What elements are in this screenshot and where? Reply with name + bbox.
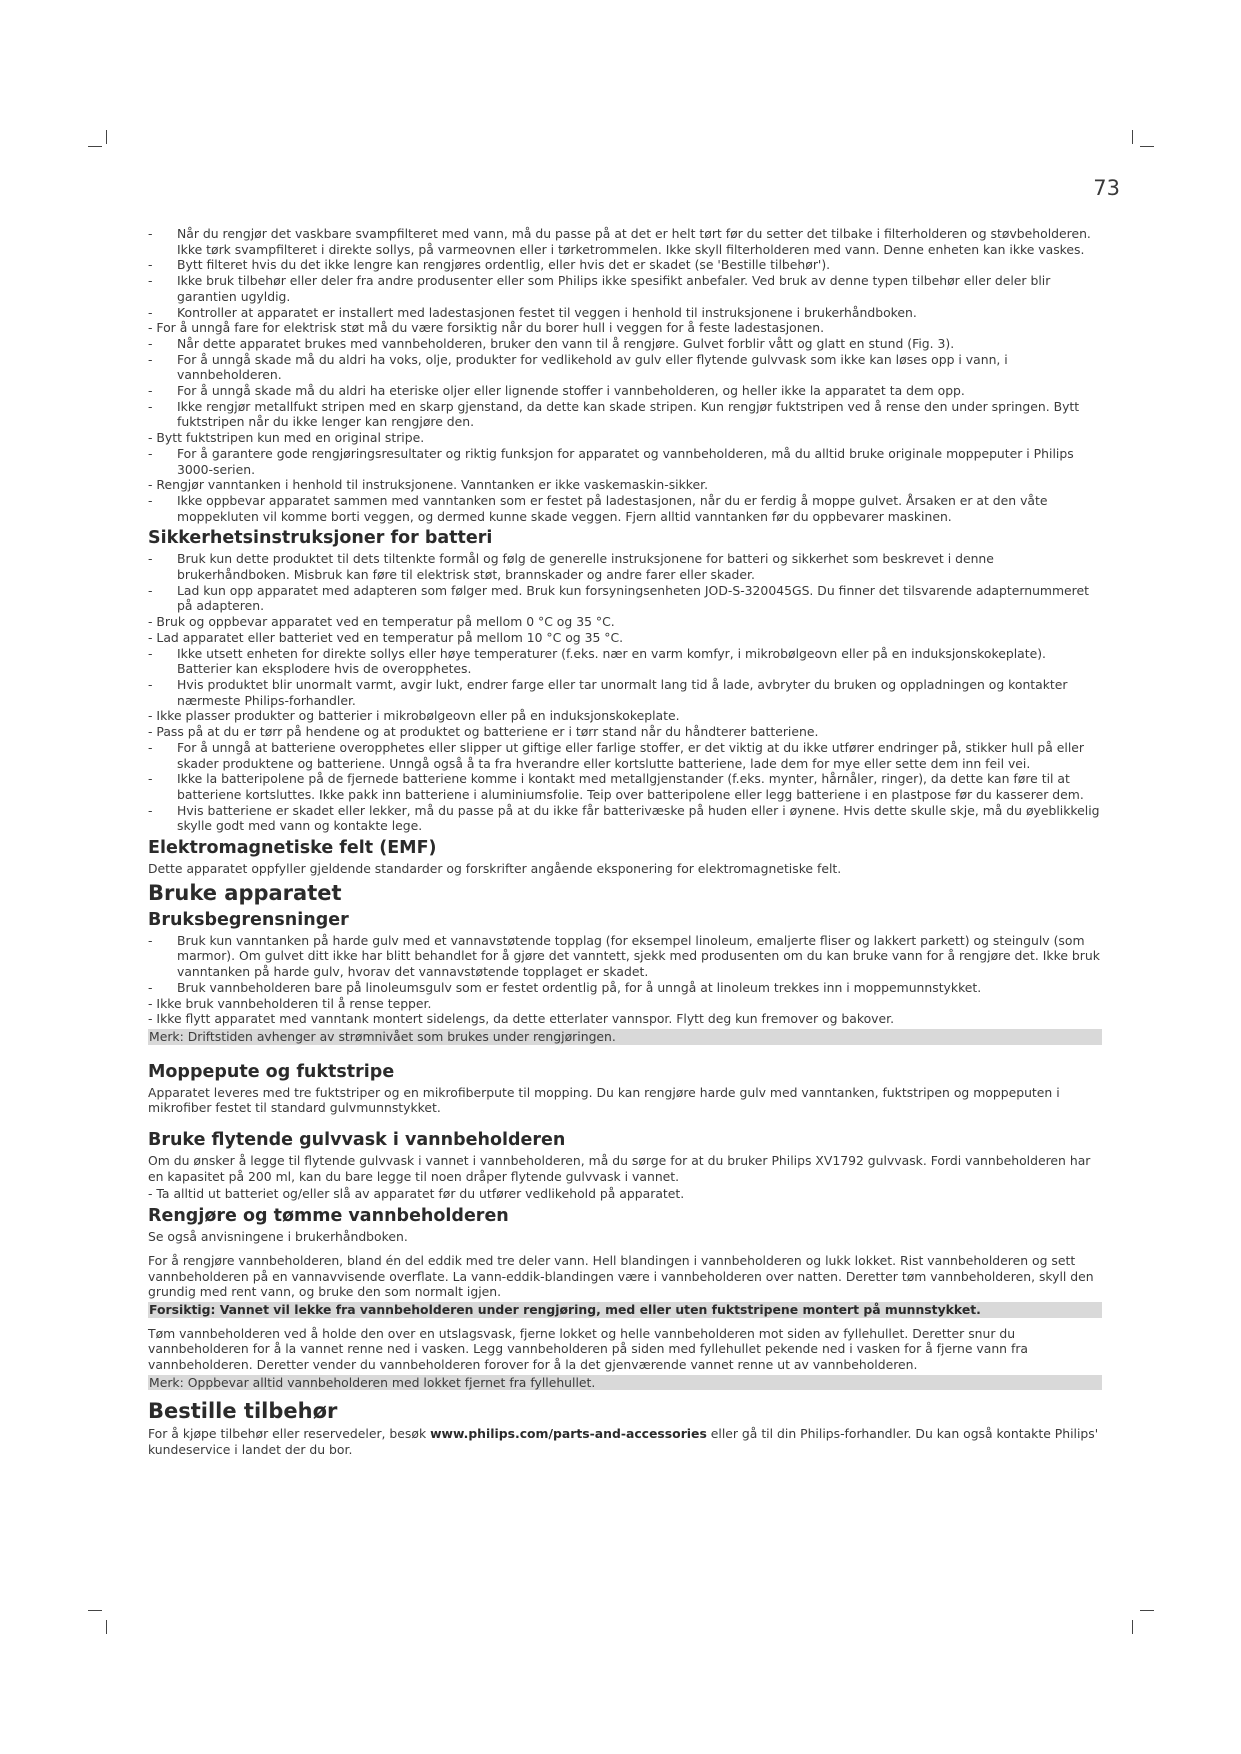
battery-heading: Sikkerhetsinstruksjoner for batteri (148, 528, 493, 549)
list-item-text: Ikke la batteripolene på de fjernede batteriene komme i kontakt med metallgjenstander (f.eks. mynter, hårnåler, ringer), da dette kan føre til at batteriene kortsluttes. Ikke pakk inn batteriene i aluminiumsfolie. Teip over batteripolene eller legg batteriene i en plastpose før du kasserer dem. (177, 771, 1084, 802)
detergent-text-2: - Ta alltid ut batteriet og/eller slå av apparatet før du utfører vedlikehold på apparatet. (148, 1186, 685, 1202)
list-item (148, 551, 1102, 582)
list-item (148, 352, 1102, 383)
bullet-dash: - (148, 398, 153, 414)
list-item-text: Bruk kun vanntanken på harde gulv med et vannavstøtende topplag (for eksempel linoleum, emaljerte fliser og lakkert parkett) og steingulv (som marmor). Om gulvet ditt ikke har blitt behandlet for å gjøre det vanntett, sjekk med produsenten om du kan bruke vann for å rengjøre det. Ikke bruk vanntanken på harde gulv, hvorav det vannavstøtende topplaget er skadet. (177, 932, 1100, 980)
list-item-text: Kontroller at apparatet er installert med ladestasjonen festet til veggen i henhold til instruksjonene i brukerhåndboken. (177, 304, 917, 320)
clean-heading: Rengjøre og tømme vannbeholderen (148, 1206, 509, 1227)
detergent-text: Om du ønsker å legge til flytende gulvvask i vannet i vannbeholderen, må du sørge for at du bruker Philips XV1792 gulvvask. Fordi vannbeholderen har en kapasitet på 200 ml, kan du bare legge til noen dråper flytende gulvvask i vannet. (148, 1153, 1091, 1184)
list-item (148, 273, 1102, 304)
list-item-text: Bytt filteret hvis du det ikke lengre kan rengjøres ordentlig, eller hvis det er skadet (se 'Bestille tilbehør'). (177, 257, 831, 273)
use-heading: Bruke apparatet (148, 880, 342, 905)
crop-mark (106, 1620, 107, 1634)
list-item-text: - Lad apparatet eller batteriet ved en temperatur på mellom 10 °C og 35 °C. (148, 629, 624, 645)
battery-list (148, 551, 1102, 834)
list-item (148, 399, 1102, 430)
list-item (148, 493, 1102, 524)
clean-see-also: Se også anvisningene i brukerhåndboken. (148, 1229, 408, 1245)
list-item (148, 614, 1102, 630)
clean-note: Merk: Oppbevar alltid vannbeholderen med lokket fjernet fra fyllehullet. (148, 1375, 1102, 1391)
crop-mark (88, 146, 102, 147)
bullet-dash: - (148, 676, 153, 692)
list-item (148, 446, 1102, 477)
list-item-text: Hvis produktet blir unormalt varmt, avgir lukt, endrer farge eller tar unormalt lang tid å lade, avbryter du bruken og oppladningen og kontakter nærmeste Philips-forhandler. (177, 676, 1068, 708)
limits-note: Merk: Driftstiden avhenger av strømnivået som brukes under rengjøringen. (148, 1029, 1102, 1045)
list-item-text: - Ikke bruk vannbeholderen til å rense tepper. (148, 995, 432, 1011)
bullet-dash: - (148, 492, 153, 508)
list-item-text: Ikke oppbevar apparatet sammen med vanntanken som er festet på ladestasjonen, når du er ferdig å moppe gulvet. Årsaken er at den våte moppekluten vil komme borti veggen, og dermed kunne skade veggen. Fjern alltid vanntanken før du oppbevarer maskinen. (177, 492, 1048, 524)
list-item (148, 708, 1102, 724)
list-item-text: Lad kun opp apparatet med adapteren som følger med. Bruk kun forsyningsenheten JOD-S-320045GS. Du finner det tilsvarende adapternummeret på adapteren. (177, 582, 1089, 614)
limits-list (148, 933, 1102, 1027)
list-item-text: For å unngå at batteriene overopphetes eller slipper ut giftige eller farlige stoffer, er det viktig at du ikke utfører endringer på, stikker hull på eller skader produktene og batteriene. Unngå også å ta fra hverandre eller kortslutte batteriene, lade dem for mye eller sette dem inn feil vei. (177, 739, 1084, 771)
bullet-dash: - (148, 226, 153, 241)
list-item-text: - Bruk og oppbevar apparatet ved en temperatur på mellom 0 °C og 35 °C. (148, 614, 615, 630)
mop-heading: Moppepute og fuktstripe (148, 1061, 395, 1082)
page-content (148, 226, 1102, 1460)
list-item-text: Ikke bruk tilbehør eller deler fra andre produsenter eller som Philips ikke spesifikt anbefaler. Ved bruk av denne typen tilbehør eller deler blir garantien ugyldig. (177, 273, 1051, 304)
list-item (148, 803, 1102, 834)
list-item (148, 677, 1102, 708)
list-item (148, 257, 1102, 273)
list-item (148, 996, 1102, 1012)
bullet-dash: - (148, 257, 153, 273)
list-item (148, 771, 1102, 802)
list-item (148, 933, 1102, 980)
crop-mark (1140, 1610, 1154, 1611)
detergent-heading: Bruke flytende gulvvask i vannbeholderen (148, 1130, 566, 1151)
emf-text: Dette apparatet oppfyller gjeldende standarder og forskrifter angående eksponering for elektromagnetiske felt. (148, 861, 842, 877)
bullet-dash: - (148, 932, 153, 948)
emf-heading: Elektromagnetiske felt (EMF) (148, 838, 437, 859)
list-item-text: Bruk kun dette produktet til dets tiltenkte formål og følg de generelle instruksjonene for batteri og sikkerhet som beskrevet i denne brukerhåndboken. Misbruk kan føre til elektrisk støt, brannskader og andre farer eller skader. (177, 551, 994, 583)
list-item-text: - For å unngå fare for elektrisk støt må du være forsiktig når du borer hull i veggen for å feste ladestasjonen. (148, 320, 825, 336)
bullet-dash: - (148, 739, 153, 755)
list-item (148, 740, 1102, 771)
list-item-text: - Bytt fuktstripen kun med en original stripe. (148, 430, 425, 446)
bullet-dash: - (148, 802, 153, 818)
order-text-before: For å kjøpe tilbehør eller reservedeler, besøk (148, 1426, 431, 1442)
bullet-dash: - (148, 771, 153, 787)
order-text-after: eller gå til din Philips-forhandler. Du kan også kontakte Philips' kundeservice i landet der du bor. (148, 1426, 1099, 1458)
bullet-dash: - (148, 351, 153, 367)
list-item (148, 477, 1102, 493)
order-heading: Bestille tilbehør (148, 1399, 338, 1424)
list-item (148, 980, 1102, 996)
list-item (148, 583, 1102, 614)
crop-mark (1140, 146, 1154, 147)
list-item (148, 383, 1102, 399)
clean-text: For å rengjøre vannbeholderen, bland én del eddik med tre deler vann. Hell blandingen i vannbeholderen og lukk lokket. Rist vannbeholderen og sett vannbeholderen på en vannavvisende overflate. La vann-eddik-blandingen være i vannbeholderen over natten. Deretter tøm vannbeholderen, skyll den grundig med rent vann, og bruke den som normalt igjen. (148, 1252, 1094, 1300)
page-number: 73 (1093, 176, 1120, 200)
order-text (148, 1426, 1102, 1457)
list-item-text: For å garantere gode rengjøringsresultater og riktig funksjon for apparatet og vannbeholderen, må du alltid bruke originale moppeputer i Philips 3000-serien. (177, 445, 1074, 477)
bullet-dash: - (148, 582, 153, 598)
accessories-link[interactable]: www.philips.com/parts-and-accessories (430, 1426, 707, 1442)
crop-mark (1132, 1620, 1133, 1634)
list-item-text: Når du rengjør det vaskbare svampfilteret med vann, må du passe på at det er helt tørt før du setter det tilbake i filterholderen og støvbeholderen. Ikke tørk svampfilteret i direkte sollys, på varmeovnen eller i tørketrommelen. Ikke skyll filterholderen med vann. Denne enheten kan ikke vaskes. (177, 226, 1091, 257)
list-item-text: For å unngå skade må du aldri ha voks, olje, produkter for vedlikehold av gulv eller flytende gulvvask som ikke kan løses opp i vann, i vannbeholderen. (177, 351, 1008, 383)
bullet-dash: - (148, 445, 153, 461)
list-item-text: Bruk vannbeholderen bare på linoleumsgulv som er festet ordentlig på, for å unngå at linoleum trekkes inn i moppemunnstykket. (177, 979, 982, 995)
list-item-text: - Pass på at du er tørr på hendene og at produktet og batteriene er i tørr stand når du håndterer batteriene. (148, 724, 819, 740)
bullet-dash: - (148, 383, 153, 399)
list-item (148, 320, 1102, 336)
bullet-dash: - (148, 551, 153, 567)
mop-text: Apparatet leveres med tre fuktstriper og en mikrofiberpute til mopping. Du kan rengjøre harde gulv med vanntanken, fuktstripen og moppeputen i mikrofiber festet til standard gulvmunnstykket. (148, 1084, 1060, 1116)
list-item-text: Ikke utsett enheten for direkte sollys eller høye temperaturer (f.eks. nær en varm komfyr, i mikrobølgeovn eller på en induksjonskokeplate). Batterier kan eksplodere hvis de overopphetes. (177, 645, 1046, 677)
list-item-text: - Rengjør vanntanken i henhold til instruksjonene. Vanntanken er ikke vaskemaskin-sikker. (148, 477, 709, 493)
list-item-text: Når dette apparatet brukes med vannbeholderen, bruker den vann til å rengjøre. Gulvet forblir vått og glatt en stund (Fig. 3). (177, 335, 955, 351)
list-item (148, 646, 1102, 677)
list-item (148, 430, 1102, 446)
list-item-text: Hvis batteriene er skadet eller lekker, må du passe på at du ikke får batterivæske på huden eller i øynene. Hvis dette skulle skje, må du øyeblikkelig skylle godt med vann og kontakte lege. (177, 802, 1100, 834)
list-item (148, 1011, 1102, 1027)
list-item-text: - Ikke flytt apparatet med vanntank montert sidelengs, da dette etterlater vannspor. Flytt deg kun fremover og bakover. (148, 1011, 895, 1027)
list-item (148, 226, 1102, 257)
safety-list (148, 226, 1102, 524)
crop-mark (1132, 130, 1133, 144)
crop-mark (88, 1610, 102, 1611)
bullet-dash: - (148, 335, 153, 351)
clean-warning: Forsiktig: Vannet vil lekke fra vannbeholderen under rengjøring, med eller uten fuktstripene montert på munnstykket. (148, 1302, 1102, 1318)
list-item (148, 305, 1102, 321)
limits-heading: Bruksbegrensninger (148, 909, 349, 930)
bullet-dash: - (148, 645, 153, 661)
bullet-dash: - (148, 979, 153, 995)
bullet-dash: - (148, 304, 153, 320)
crop-mark (106, 130, 107, 144)
list-item (148, 336, 1102, 352)
list-item-text: For å unngå skade må du aldri ha eteriske oljer eller lignende stoffer i vannbeholderen, og heller ikke la apparatet ta dem opp. (177, 383, 965, 399)
list-item (148, 724, 1102, 740)
list-item-text: Ikke rengjør metallfukt stripen med en skarp gjenstand, da dette kan skade stripen. Kun rengjør fuktstripen ved å rense den under springen. Bytt fuktstripen når du ikke lenger kan rengjøre den. (177, 398, 1080, 430)
list-item-text: - Ikke plasser produkter og batterier i mikrobølgeovn eller på en induksjonskokeplate. (148, 708, 680, 724)
bullet-dash: - (148, 273, 153, 289)
list-item (148, 630, 1102, 646)
clean-text-2: Tøm vannbeholderen ved å holde den over en utslagsvask, fjerne lokket og helle vannbeholderen mot siden av fyllehullet. Deretter snur du vannbeholderen for å la vannet renne ned i vasken. Legg vannbeholderen på siden med fyllehullet pekende ned i vasken for å fjerne vann fra vannbeholderen. Deretter vender du vannbeholderen forover for å la det gjenværende vannet renne ut av vannbeholderen. (148, 1325, 1029, 1373)
